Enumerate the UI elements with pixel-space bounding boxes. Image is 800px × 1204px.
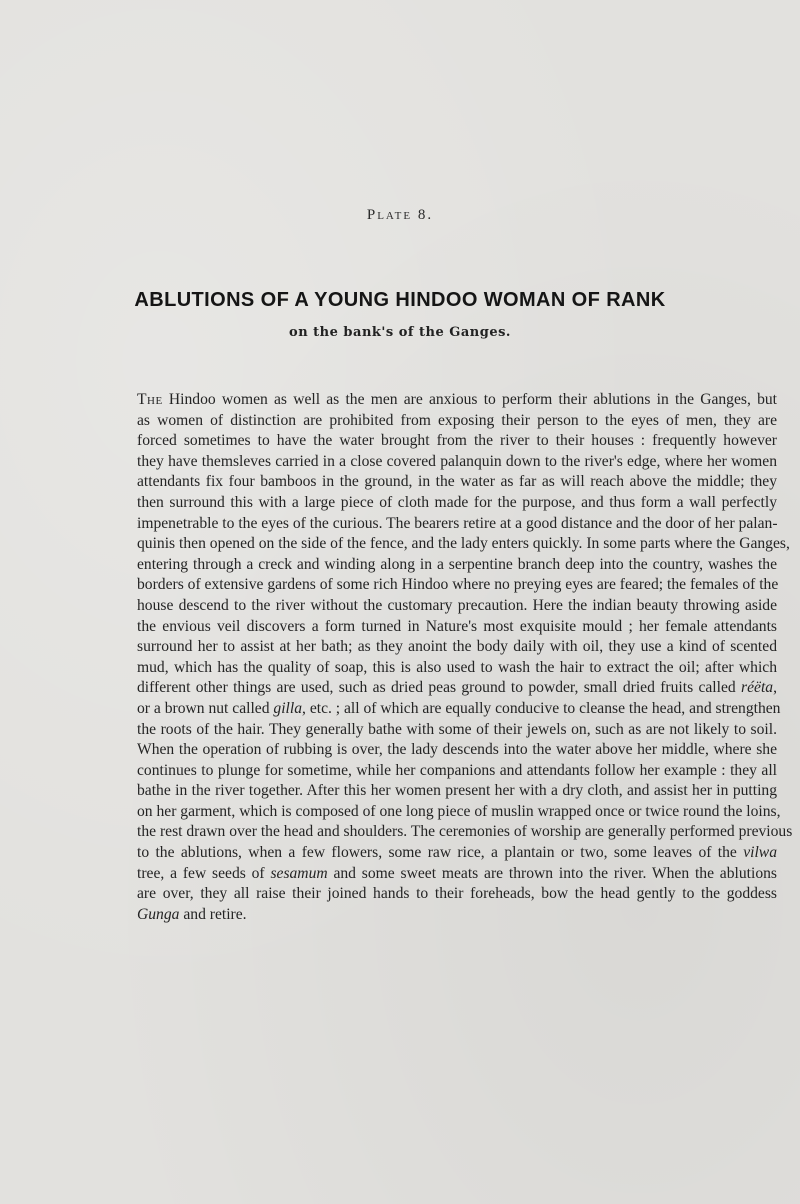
text-line: or a brown nut called gilla, etc. ; all of which are equally conducive to cleanse the head, and strengthen [137, 699, 781, 717]
lead-word: The [137, 391, 163, 408]
italic-term: gilla [273, 699, 303, 717]
italic-term: réëta [741, 679, 774, 697]
text-line: on her garment, which is composed of one long piece of muslin wrapped once or twice round the loins, [137, 802, 781, 820]
text-line: different other things are used, such as dried peas ground to powder, small dried fruits called réëta, [137, 679, 777, 697]
italic-term: vilwa [743, 844, 777, 862]
text-line: are over, they all raise their joined hands to their foreheads, bow the head gently to the goddess [137, 885, 777, 903]
text-line: mud, which has the quality of soap, this is also used to wash the hair to extract the oil; after which [137, 658, 777, 676]
text-line: the roots of the hair. They generally bathe with some of their jewels on, such as are not likely to soil. [137, 720, 777, 738]
text-line: quinis then opened on the side of the fence, and the lady enters quickly. In some parts where the Ganges, [137, 535, 790, 553]
text-line: forced sometimes to have the water brought from the river to their houses : frequently however [137, 432, 777, 450]
text-line: attendants fix four bamboos in the ground, in the water as far as will reach above the middle; they [137, 473, 777, 491]
text-line: borders of extensive gardens of some rich Hindoo where no preying eyes are feared; the females of the [137, 576, 779, 594]
text-line: bathe in the river together. After this her women present her with a dry cloth, and assist her in putting [137, 782, 777, 800]
text-line: tree, a few seeds of sesamum and some sweet meats are thrown into the river. When the ablutions [137, 864, 777, 882]
text-line: the envious veil discovers a form turned in Nature's most exquisite mould ; her female attendants [137, 617, 777, 635]
text-line: to the ablutions, when a few flowers, some raw rice, a plantain or two, some leaves of the vilwa [137, 844, 777, 862]
text-line: house descend to the river without the customary precaution. Here the indian beauty throwing aside [137, 596, 777, 614]
text-line: Gunga and retire. [137, 905, 247, 923]
text-line: as women of distinction are prohibited from exposing their person to the eyes of men, they are [137, 411, 777, 429]
page-subtitle: on the bank's of the Ganges. [289, 325, 511, 340]
italic-term: sesamum [270, 864, 328, 882]
text-line: they have themsleves carried in a close covered palanquin down to the river's edge, where her women [137, 452, 777, 470]
page-title: ABLUTIONS OF A YOUNG HINDOO WOMAN OF RANK [134, 289, 666, 311]
italic-term: Gunga [137, 905, 180, 923]
body-paragraph [137, 390, 793, 925]
text-line: continues to plunge for sometime, while her companions and attendants follow her example : they all [137, 761, 777, 779]
text-line: surround her to assist at her bath; as they anoint the body daily with oil, they use a kind of scented [137, 638, 777, 656]
text-line: The Hindoo women as well as the men are anxious to perform their ablutions in the Ganges, but [137, 391, 777, 408]
text-line: entering through a creck and winding along in a serpentine branch deep into the country, washes the [137, 555, 777, 573]
text-line: the rest drawn over the head and shoulders. The ceremonies of worship are generally performed previous [137, 823, 793, 841]
text-line: When the operation of rubbing is over, the lady descends into the water above her middle, where she [137, 741, 777, 759]
text-line: then surround this with a large piece of cloth made for the purpose, and thus form a wall perfectly [137, 493, 777, 511]
text-line: impenetrable to the eyes of the curious. The bearers retire at a good distance and the door of her palan- [137, 514, 778, 532]
plate-label: Plate 8. [366, 207, 434, 223]
